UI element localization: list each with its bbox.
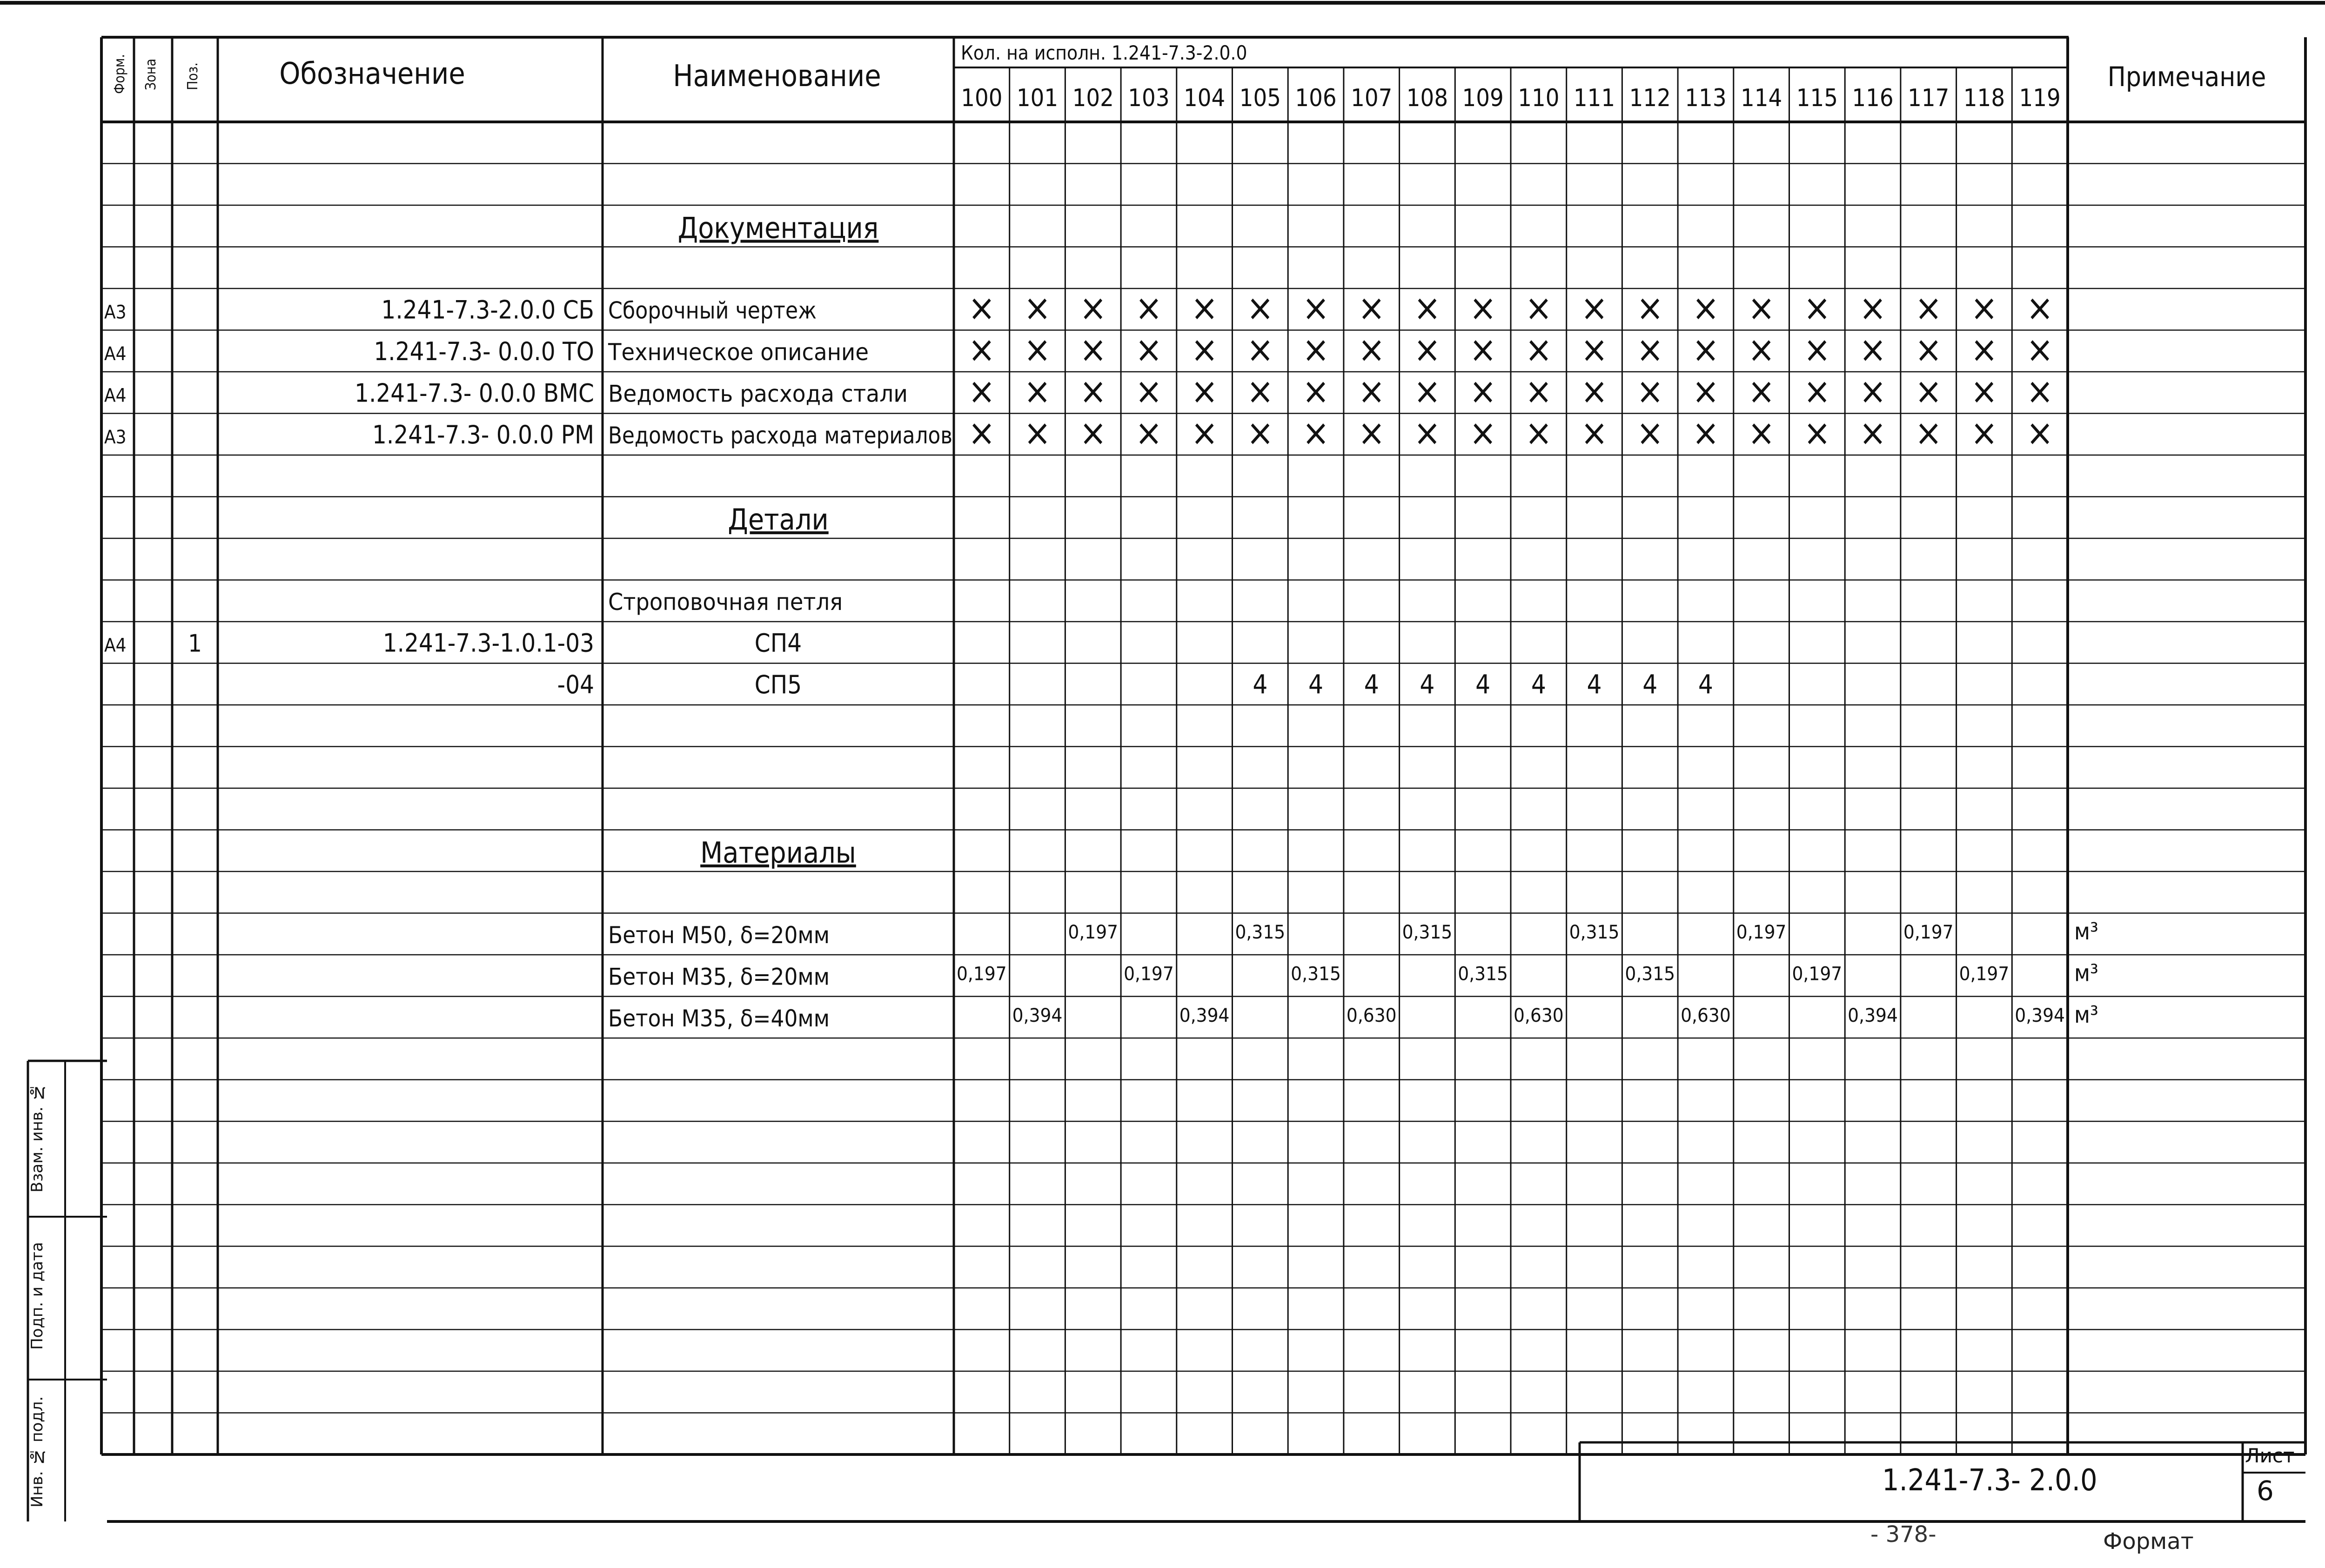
cell-mark: × [1079, 287, 1107, 329]
side-label-replaced-inv: Взам. инв. № [28, 1083, 47, 1193]
cell-mark: × [1748, 287, 1776, 329]
variant-header-112: 112 [1629, 84, 1671, 112]
cell-quantity: 4 [1642, 669, 1658, 700]
cell-volume: 0,394 [1012, 1005, 1063, 1026]
cell-mark: × [1079, 370, 1107, 413]
cell-mark: × [1246, 370, 1274, 413]
variant-header-108: 108 [1406, 84, 1448, 112]
variant-header-101: 101 [1016, 84, 1059, 112]
cell-mark: × [1525, 370, 1553, 413]
cell-volume: 0,197 [957, 963, 1007, 985]
section-heading: Детали [728, 502, 829, 536]
cell-mark: × [2026, 287, 2054, 329]
cell-mark: × [1414, 328, 1441, 371]
cell-mark: × [1525, 328, 1553, 371]
cell-quantity: 4 [1475, 669, 1491, 700]
cell-volume: 0,315 [1569, 921, 1620, 943]
cell-mark: × [1525, 412, 1553, 454]
header-zone: Зона [143, 59, 159, 90]
row-name: Строповочная петля [608, 588, 843, 616]
header-designation: Обозначение [279, 57, 465, 91]
cell-mark: × [1636, 370, 1664, 413]
header-qty-title: Кол. на исполн. 1.241-7.3-2.0.0 [961, 41, 1247, 64]
cell-mark: × [1915, 412, 1943, 454]
cell-quantity: 4 [1253, 669, 1268, 700]
cell-mark: × [1358, 412, 1386, 454]
variant-header-103: 103 [1128, 84, 1170, 112]
cell-mark: × [2026, 412, 2054, 454]
cell-mark: × [1469, 412, 1497, 454]
cell-mark: × [1358, 287, 1386, 329]
variant-header-102: 102 [1072, 84, 1114, 112]
cell-mark: × [1859, 287, 1887, 329]
cell-quantity: 4 [1698, 669, 1713, 700]
variant-header-109: 109 [1462, 84, 1504, 112]
cell-mark: × [1024, 412, 1051, 454]
cell-mark: × [1079, 412, 1107, 454]
cell-mark: × [1414, 287, 1441, 329]
row-form: А3 [104, 426, 127, 448]
title-block-sheet-label: Лист [2245, 1444, 2295, 1467]
variant-header-100: 100 [961, 84, 1003, 112]
variant-header-110: 110 [1518, 84, 1560, 112]
title-block-doc-code: 1.241-7.3- 2.0.0 [1882, 1463, 2097, 1498]
cell-volume: 0,630 [1681, 1005, 1731, 1026]
cell-mark: × [1135, 287, 1163, 329]
row-position: 1 [188, 630, 202, 658]
cell-quantity: 4 [1531, 669, 1546, 700]
cell-mark: × [1191, 328, 1219, 371]
header-name: Наименование [673, 59, 881, 94]
cell-mark: × [1748, 370, 1776, 413]
footer-page-ref: - 378- [1870, 1521, 1936, 1548]
row-form: А4 [104, 343, 127, 365]
cell-mark: × [1302, 412, 1330, 454]
cell-mark: × [1581, 287, 1608, 329]
cell-mark: × [1358, 370, 1386, 413]
cell-mark: × [1859, 328, 1887, 371]
cell-mark: × [1469, 370, 1497, 413]
variant-header-111: 111 [1573, 84, 1615, 112]
cell-mark: × [1692, 412, 1720, 454]
header-remark: Примечание [2107, 61, 2266, 93]
title-block [1580, 1442, 2305, 1517]
row-designation: 1.241-7.3-1.0.1-03 [382, 628, 594, 658]
row-designation: 1.241-7.3- 0.0.0 ТО [374, 336, 594, 366]
cell-mark: × [1414, 370, 1441, 413]
row-name: СП5 [754, 670, 802, 699]
cell-volume: 0,197 [1792, 963, 1843, 985]
cell-mark: × [1915, 370, 1943, 413]
row-designation: 1.241-7.3- 0.0.0 РМ [372, 420, 594, 449]
variant-header-119: 119 [2019, 84, 2061, 112]
side-label-sign-date: Подп. и дата [28, 1242, 47, 1350]
cell-mark: × [1692, 328, 1720, 371]
cell-mark: × [1525, 287, 1553, 329]
cell-volume: 0,394 [2015, 1005, 2065, 1026]
cell-mark: × [1692, 370, 1720, 413]
cell-mark: × [1915, 287, 1943, 329]
footer-format-label: Формат [2103, 1528, 2194, 1555]
cell-volume: 0,197 [1959, 963, 2010, 985]
cell-mark: × [1748, 328, 1776, 371]
section-heading: Документация [677, 211, 879, 245]
cell-mark: × [2026, 370, 2054, 413]
variant-header-117: 117 [1908, 84, 1950, 112]
cell-mark: × [1748, 412, 1776, 454]
cell-mark: × [1859, 412, 1887, 454]
row-name: Бетон М35, δ=20мм [608, 963, 830, 991]
cell-mark: × [1302, 370, 1330, 413]
cell-volume: 0,394 [1179, 1005, 1230, 1026]
side-stamp-column [28, 1061, 79, 1521]
cell-quantity: 4 [1364, 669, 1379, 700]
variant-header-116: 116 [1852, 84, 1894, 112]
cell-mark: × [1803, 412, 1831, 454]
row-designation: 1.241-7.3- 0.0.0 ВМС [355, 378, 594, 408]
cell-mark: × [1246, 328, 1274, 371]
variant-header-105: 105 [1239, 84, 1281, 112]
cell-mark: × [1636, 412, 1664, 454]
row-designation: 1.241-7.3-2.0.0 СБ [381, 295, 594, 325]
cell-mark: × [1191, 412, 1219, 454]
cell-mark: × [1469, 328, 1497, 371]
row-name: Техническое описание [607, 338, 869, 366]
cell-mark: × [1581, 412, 1608, 454]
variant-header-107: 107 [1351, 84, 1393, 112]
cell-quantity: 4 [1587, 669, 1602, 700]
cell-mark: × [1024, 370, 1051, 413]
cell-mark: × [1135, 328, 1163, 371]
cell-mark: × [968, 328, 996, 371]
cell-volume: 0,630 [1346, 1005, 1397, 1026]
cell-mark: × [1024, 287, 1051, 329]
row-name: Бетон М35, δ=40мм [608, 1005, 830, 1032]
cell-mark: × [1970, 412, 1998, 454]
variant-header-106: 106 [1295, 84, 1337, 112]
cell-mark: × [1024, 328, 1051, 371]
cell-mark: × [1636, 287, 1664, 329]
cell-mark: × [1079, 328, 1107, 371]
cell-mark: × [1191, 287, 1219, 329]
cell-mark: × [1191, 370, 1219, 413]
cell-quantity: 4 [1308, 669, 1324, 700]
cell-mark: × [1469, 287, 1497, 329]
cell-mark: × [1970, 328, 1998, 371]
cell-volume: 0,197 [1736, 921, 1787, 943]
cell-mark: × [1970, 287, 1998, 329]
cell-mark: × [1581, 370, 1608, 413]
cell-mark: × [1636, 328, 1664, 371]
cell-mark: × [1246, 412, 1274, 454]
cell-mark: × [1135, 412, 1163, 454]
cell-mark: × [968, 370, 996, 413]
row-name: Сборочный чертеж [608, 297, 817, 324]
row-designation: -04 [557, 670, 594, 699]
row-name: СП4 [754, 628, 802, 658]
cell-mark: × [1414, 412, 1441, 454]
cell-volume: 0,315 [1291, 963, 1341, 985]
row-name: Ведомость расхода стали [608, 380, 908, 408]
row-remark: м³ [2074, 959, 2098, 987]
cell-volume: 0,197 [1124, 963, 1174, 985]
variant-header-113: 113 [1685, 84, 1727, 112]
row-remark: м³ [2074, 1001, 2098, 1028]
variant-header-104: 104 [1184, 84, 1226, 112]
row-name: Ведомость расхода материалов [608, 422, 952, 449]
cell-mark: × [1803, 287, 1831, 329]
cell-mark: × [1915, 328, 1943, 371]
variant-header-114: 114 [1741, 84, 1782, 112]
section-heading: Материалы [700, 835, 856, 870]
cell-mark: × [1803, 370, 1831, 413]
header-form: Форм. [112, 54, 128, 94]
cell-mark: × [1358, 328, 1386, 371]
cell-mark: × [968, 287, 996, 329]
row-remark: м³ [2074, 918, 2098, 945]
header-pos: Поз. [185, 62, 201, 90]
cell-mark: × [1135, 370, 1163, 413]
variant-header-118: 118 [1963, 84, 2005, 112]
cell-volume: 0,315 [1402, 921, 1453, 943]
cell-volume: 0,197 [1068, 921, 1119, 943]
cell-volume: 0,315 [1458, 963, 1508, 985]
row-form: А3 [104, 302, 127, 323]
cell-mark: × [1692, 287, 1720, 329]
row-form: А4 [104, 385, 127, 407]
cell-mark: × [1970, 370, 1998, 413]
side-label-original-inv: Инв. № подл. [28, 1396, 47, 1508]
cell-volume: 0,315 [1235, 921, 1286, 943]
row-form: А4 [104, 635, 127, 657]
cell-quantity: 4 [1420, 669, 1435, 700]
cell-mark: × [1859, 370, 1887, 413]
cell-mark: × [968, 412, 996, 454]
cell-mark: × [1581, 328, 1608, 371]
cell-mark: × [1246, 287, 1274, 329]
cell-mark: × [2026, 328, 2054, 371]
cell-volume: 0,630 [1514, 1005, 1564, 1026]
variant-header-115: 115 [1796, 84, 1838, 112]
cell-volume: 0,197 [1903, 921, 1954, 943]
cell-volume: 0,394 [1848, 1005, 1898, 1026]
cell-volume: 0,315 [1625, 963, 1675, 985]
cell-mark: × [1302, 328, 1330, 371]
cell-mark: × [1803, 328, 1831, 371]
row-name: Бетон М50, δ=20мм [608, 921, 830, 949]
cell-mark: × [1302, 287, 1330, 329]
title-block-sheet-number: 6 [2257, 1475, 2274, 1507]
